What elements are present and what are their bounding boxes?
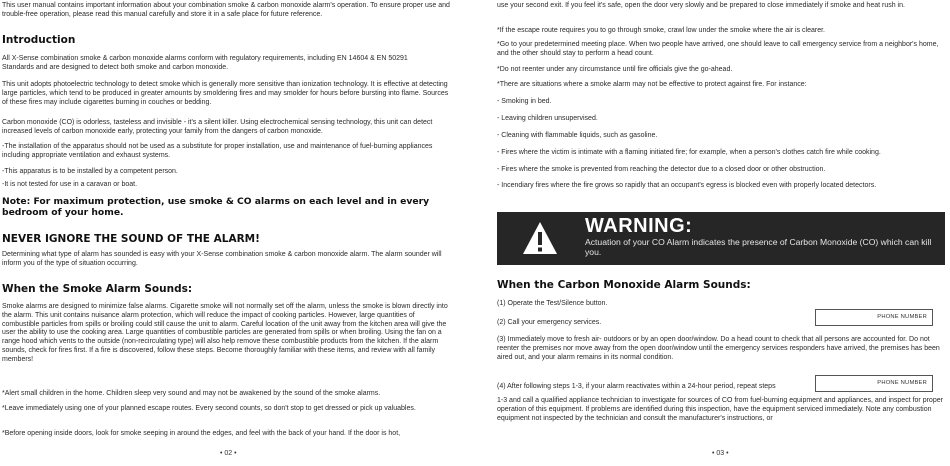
intro-text: This user manual contains important information about your combination smoke & carbon monoxide alarm's operation. To ensure proper use and trouble-free operation, please read this manual carefully and store it in a safe place for future reference. [2,2,450,18]
bullet-item: - Fires where the victim is intimate with a flaming initiated fire; for example, when a person's clothes catch fire while cooking. [497,149,881,156]
co-step-2: (2) Call your emergency services. [497,319,602,326]
smoke-paragraph-1: Smoke alarms are designed to minimize false alarms. Cigarette smoke will not normally set off the alarm, unless the smoke is blown directly into the alarm. This unit contains nuisance alarm protection, which will reduce the impact of cooking particles. However, large quantities of combustible particles from spills or broiling could still cause the unit to alarm. Careful location of the unit away from the kitchen area will give the user the ability to use the cooking area. Large quantities of combustible particles are generated from spills or when broiling. Using the fan on a range hood which vents to the outside (non-recirculating type) will also help remove these combustible products from the kitchen. If the alarm sounds, check for fires first. If a fire is discovered, follow these steps. Become thoroughly familiar with these items, and review with all family members! [2,303,448,363]
co-alarm-heading: When the Carbon Monoxide Alarm Sounds: [497,279,751,291]
intro-paragraph-2: This unit adopts photoelectric technology to detect smoke which is generally more sensitive than ionization technology. It is effective at detecting large particles, which tend to be produced in greater amounts by smoldering fires and may smolder for hours before bursting into flame. Sources of these fires may include cigarettes burning in couches or bedding. [2,81,449,106]
introduction-heading: Introduction [2,34,76,46]
co-step-4-line-1: (4) After following steps 1-3, if your alarm reactivates within a 24-hour period, repeat steps [497,383,776,390]
smoke-paragraph-3: *Leave immediately using one of your planned escape routes. Every second counts, so don't stop to get dressed or pick up valuables. [2,405,416,412]
smoke-alarm-heading: When the Smoke Alarm Sounds: [2,283,193,295]
co-step-4-continued: 1-3 and call a qualified appliance technician to investigate for sources of CO from fuel-burning equipment and appliances, and inspect for proper operation of this equipment. If problems are identified during this inspection, have the equipment serviced immediately. Note any combustion equipment not inspected by the technician and consult the manufacturer's instructions, or [497,397,943,422]
phone-number-label: PHONE NUMBER [877,380,927,386]
warning-title: WARNING: [585,215,693,237]
right-paragraph-1: use your second exit. If you feel it's safe, open the door very slowly and be prepared to close immediately if smoke and heat rush in. [497,2,905,9]
warning-triangle-icon [522,221,558,255]
smoke-paragraph-4: *Before opening inside doors, look for smoke seeping in around the edges, and feel with the back of your hand. If the door is hot, [2,430,401,437]
bullet-item: - Smoking in bed. [497,98,552,105]
warning-text: Actuation of your CO Alarm indicates the presence of Carbon Monoxide (CO) which can kill you. [585,237,932,258]
bullet-item: - Leaving children unsupervised. [497,115,598,122]
bullet-item: - Fires where the smoke is prevented from reaching the detector due to a closed door or other obstruction. [497,166,826,173]
phone-number-box [815,309,933,326]
right-paragraph-2: *If the escape route requires you to go through smoke, crawl low under the smoke where the air is clearer. [497,27,826,34]
intro-paragraph-5: -This apparatus is to be installed by a competent person. [2,168,178,175]
right-paragraph-5: *There are situations where a smoke alarm may not be effective to protect against fire. For instance: [497,81,807,88]
phone-number-box [815,375,933,392]
note-text: Note: For maximum protection, use smoke & CO alarms on each level and in every bedroom of your home. [2,196,430,218]
bullet-item: - Incendiary fires where the fire grows so rapidly that an occupant's egress is blocked even with properly located detectors. [497,182,877,189]
intro-paragraph-3: Carbon monoxide (CO) is odorless, tasteless and invisible - it's a silent killer. Using electrochemical sensing technology, this unit can detect increased levels of carbon monoxide early, protecting your family from the dangers of carbon monoxide. [2,119,433,135]
co-step-1: (1) Operate the Test/Silence button. [497,300,608,307]
phone-number-label: PHONE NUMBER [877,314,927,320]
intro-paragraph-1: All X-Sense combination smoke & carbon monoxide alarms conform with regulatory requirements, including EN 14604 & EN 50291 Standards and are designed to detect both smoke and carbon monoxide. [2,55,408,71]
never-ignore-paragraph: Determining what type of alarm has sounded is easy with your X-Sense combination smoke & carbon monoxide alarm. The alarm sounder will inform you of the type of situation occurring. [2,251,442,267]
intro-paragraph-4: -The installation of the apparatus should not be used as a substitute for proper installation, use and maintenance of fuel-burning appliances including appropriate ventilation and exhaust systems. [2,143,433,159]
smoke-paragraph-2: *Alert small children in the home. Children sleep very sound and may not be awakened by the sound of the smoke alarms. [2,390,381,397]
intro-paragraph-6: -It is not tested for use in a caravan or boat. [2,181,138,188]
page-number-right: • 03 • [712,450,729,457]
right-paragraph-4: *Do not reenter under any circumstance until fire officials give the go-ahead. [497,66,733,73]
co-step-3: (3) Immediately move to fresh air- outdoors or by an open door/window. Do a head count to check that all persons are accounted for. Do not reenter the premises nor move away from the open door/window until the emergency services responders have arrived, the premises has been aired out, and your alarm remains in its normal condition. [497,336,940,361]
bullet-item: - Cleaning with flammable liquids, such as gasoline. [497,132,658,139]
never-ignore-heading: NEVER IGNORE THE SOUND OF THE ALARM! [2,233,260,245]
page-number-left: • 02 • [220,450,237,457]
warning-box [497,212,945,265]
right-paragraph-3: *Go to your predetermined meeting place. When two people have arrived, one should leave to call emergency service from a neighbor's home, and the other should stay to perform a head count. [497,41,939,57]
